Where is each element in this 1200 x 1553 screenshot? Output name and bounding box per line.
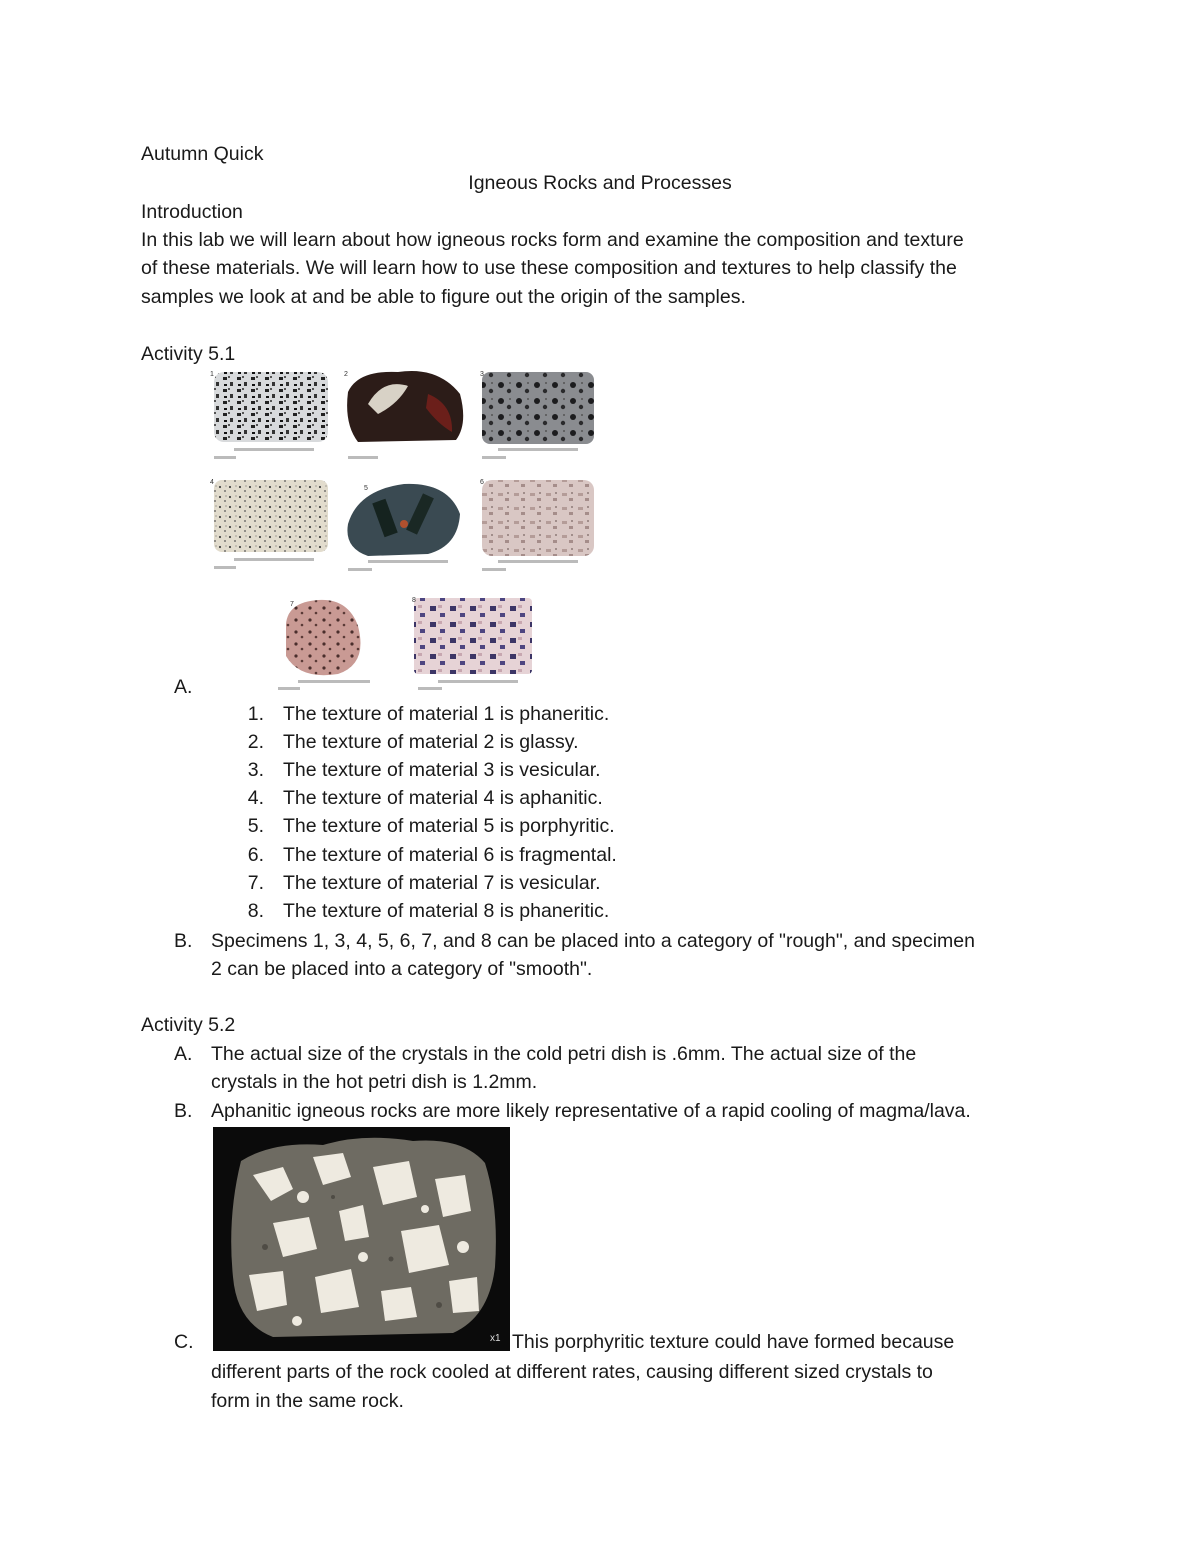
activity-5-2-c-line-3: form in the same rock. bbox=[211, 1390, 404, 1412]
activity-5-2-marker-a: A. bbox=[174, 1043, 193, 1065]
activity-5-1-marker-a: A. bbox=[174, 676, 193, 698]
intro-line-3: samples we look at and be able to figure out the origin of the samples. bbox=[141, 286, 746, 308]
activity-5-1-marker-b: B. bbox=[174, 930, 193, 952]
activity-5-2-heading: Activity 5.2 bbox=[141, 1014, 236, 1036]
list-item: The texture of material 1 is phaneritic. bbox=[283, 703, 610, 725]
activity-5-2-a-line-1: The actual size of the crystals in the cold petri dish is .6mm. The actual size of the bbox=[211, 1043, 917, 1065]
specimen-label-3: 3 bbox=[480, 371, 484, 378]
rock-specimens-figure bbox=[208, 364, 600, 694]
list-number: 5. bbox=[247, 815, 264, 837]
list-number: 4. bbox=[247, 787, 264, 809]
activity-5-2-c-line-2: different parts of the rock cooled at different rates, causing different sized crystals to bbox=[211, 1361, 933, 1383]
specimen-8-image bbox=[414, 598, 532, 674]
list-number: 1. bbox=[247, 703, 264, 725]
specimen-4-image bbox=[214, 480, 328, 552]
specimen-label-1: 1 bbox=[210, 371, 214, 378]
activity-5-1-heading: Activity 5.1 bbox=[141, 343, 236, 365]
list-number: 3. bbox=[247, 759, 264, 781]
activity-5-2-c-line-1: This porphyritic texture could have formed because bbox=[512, 1331, 955, 1353]
activity-5-2-marker-b: B. bbox=[174, 1100, 193, 1122]
activity-5-2-a-line-2: crystals in the hot petri dish is 1.2mm. bbox=[211, 1071, 538, 1093]
activity-5-1-b-line-2: 2 can be placed into a category of "smooth". bbox=[211, 958, 593, 980]
activity-5-2-b-text: Aphanitic igneous rocks are more likely representative of a rapid cooling of magma/lava. bbox=[211, 1100, 971, 1122]
list-item: The texture of material 7 is vesicular. bbox=[283, 872, 601, 894]
intro-heading: Introduction bbox=[141, 201, 243, 223]
list-item: The texture of material 6 is fragmental. bbox=[283, 844, 617, 866]
list-item: The texture of material 2 is glassy. bbox=[283, 731, 579, 753]
list-item: The texture of material 8 is phaneritic. bbox=[283, 900, 610, 922]
intro-line-2: of these materials. We will learn how to use these composition and textures to help classify the bbox=[141, 257, 957, 279]
activity-5-1-b-line-1: Specimens 1, 3, 4, 5, 6, 7, and 8 can be placed into a category of "rough", and specimen bbox=[211, 930, 975, 952]
specimen-label-5: 5 bbox=[364, 485, 368, 492]
list-number: 2. bbox=[247, 731, 264, 753]
list-item: The texture of material 5 is porphyritic. bbox=[283, 815, 615, 837]
specimen-5-image bbox=[347, 484, 460, 556]
list-item: The texture of material 3 is vesicular. bbox=[283, 759, 601, 781]
author-name: Autumn Quick bbox=[141, 143, 264, 165]
specimen-7-image bbox=[286, 600, 361, 675]
specimen-label-8: 8 bbox=[412, 597, 416, 604]
porphyritic-rock-photo bbox=[213, 1127, 510, 1351]
specimen-3-image bbox=[482, 372, 594, 444]
specimen-label-7: 7 bbox=[290, 601, 294, 608]
specimen-2-image bbox=[347, 371, 463, 442]
specimen-1-image bbox=[214, 372, 328, 442]
list-number: 7. bbox=[247, 872, 264, 894]
specimen-label-6: 6 bbox=[480, 479, 484, 486]
specimen-label-4: 4 bbox=[210, 479, 214, 486]
list-item: The texture of material 4 is aphanitic. bbox=[283, 787, 603, 809]
list-number: 8. bbox=[247, 900, 264, 922]
activity-5-2-marker-c: C. bbox=[174, 1331, 194, 1353]
specimen-label-2: 2 bbox=[344, 371, 348, 378]
photo-scale-mark: x1 bbox=[490, 1333, 501, 1344]
specimen-6-image bbox=[482, 480, 594, 556]
page-title: Igneous Rocks and Processes bbox=[468, 172, 732, 194]
intro-line-1: In this lab we will learn about how igneous rocks form and examine the composition and texture bbox=[141, 229, 964, 251]
list-number: 6. bbox=[247, 844, 264, 866]
